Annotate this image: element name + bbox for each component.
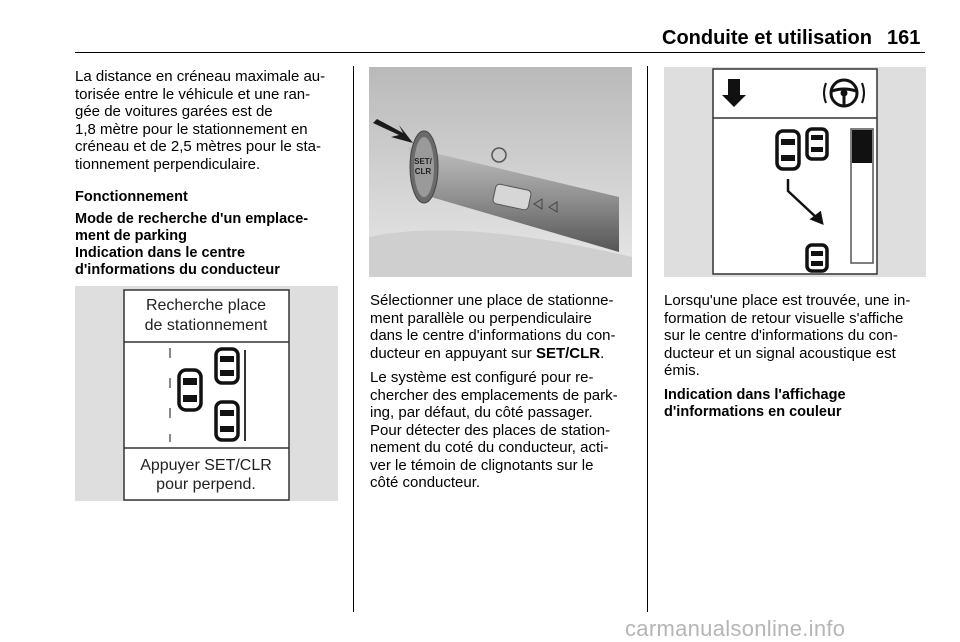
page-number: 161 — [887, 27, 921, 49]
text-line: nement du coté du conducteur, acti- — [370, 439, 609, 456]
heading-fonctionnement: Fonctionnement — [75, 189, 188, 205]
column-divider-2 — [647, 66, 648, 612]
text-line: La distance en créneau maximale au- — [75, 68, 326, 85]
text-line: d'informations du conducteur — [75, 262, 280, 278]
display-text-line: de stationnement — [144, 317, 268, 334]
intro-paragraph — [75, 68, 325, 173]
display-text-line: Appuyer SET/CLR — [140, 457, 272, 474]
text-line: Pour détecter des places de station- — [370, 421, 611, 439]
set-clr-bold: SET/CLR — [535, 344, 601, 362]
text-line: sur le centre d'informations du con- — [664, 327, 898, 344]
heading-indication-centre — [75, 245, 280, 279]
text-line: ment parallèle ou perpendiculaire — [370, 309, 592, 327]
watermark: carmanualsonline.info — [625, 616, 846, 641]
text-line: Indication dans l'affichage — [664, 387, 846, 403]
text-line: créneau et de 2,5 mètres pour le sta- — [75, 138, 321, 155]
lever-illustration-figure — [369, 67, 632, 277]
paragraph-space-found — [664, 292, 910, 380]
text-line: ment de parking — [75, 228, 187, 244]
text-line: dans le centre d'informations du con- — [370, 327, 616, 344]
text-line: d'informations en couleur — [664, 404, 842, 420]
own-car-icon — [179, 370, 201, 410]
text-line: ing, par défaut, du côté passager. — [370, 404, 593, 421]
text-line: émis. — [664, 362, 700, 379]
text-line: torisée entre le véhicule et une ran- — [75, 85, 311, 103]
text-line: tionnement perpendiculaire. — [75, 155, 261, 173]
paragraph-system-config — [370, 369, 618, 492]
text-line: . — [600, 344, 605, 362]
text-line: ducteur et un signal acoustique est — [664, 344, 896, 362]
text-line: gée de voitures garées est de — [75, 103, 273, 120]
display-text-line: Recherche place — [145, 297, 267, 314]
text-line: ducteur en appuyant sur — [370, 344, 536, 362]
heading-color-display — [664, 387, 846, 421]
text-line: côté conducteur. — [370, 474, 481, 491]
text-line: ver le témoin de clignotants sur le — [370, 456, 594, 474]
parked-car-icon — [216, 402, 238, 440]
text-line: formation de retour visuelle s'affiche — [664, 309, 904, 327]
proximity-bar-fill — [852, 130, 872, 163]
text-line: Sélectionner une place de stationne- — [370, 292, 614, 309]
column-divider-1 — [353, 66, 354, 612]
text-line: Lorsqu'une place est trouvée, une in- — [664, 292, 911, 309]
text-line: Mode de recherche d'un emplace- — [75, 211, 309, 227]
text-line: chercher des emplacements de park- — [370, 386, 618, 404]
text-line: Le système est configuré pour re- — [370, 369, 594, 386]
page-header-title: Conduite et utilisation — [662, 27, 872, 49]
heading-mode-recherche — [75, 211, 308, 245]
driver-info-display-figure — [75, 286, 338, 501]
space-found-display-figure — [664, 67, 926, 277]
text-line: Indication dans le centre — [75, 245, 246, 261]
parked-car-icon — [807, 129, 827, 159]
set-clr-label: CLR — [414, 167, 432, 176]
set-clr-label: SET/ — [414, 157, 432, 166]
own-car-icon — [777, 131, 799, 169]
display-text-line: pour perpend. — [156, 476, 256, 493]
header-rule — [75, 52, 925, 53]
text-line: 1,8 mètre pour le stationnement en — [75, 120, 308, 138]
paragraph-select-space — [370, 292, 616, 362]
target-car-icon — [807, 245, 827, 271]
parked-car-icon — [216, 349, 238, 383]
